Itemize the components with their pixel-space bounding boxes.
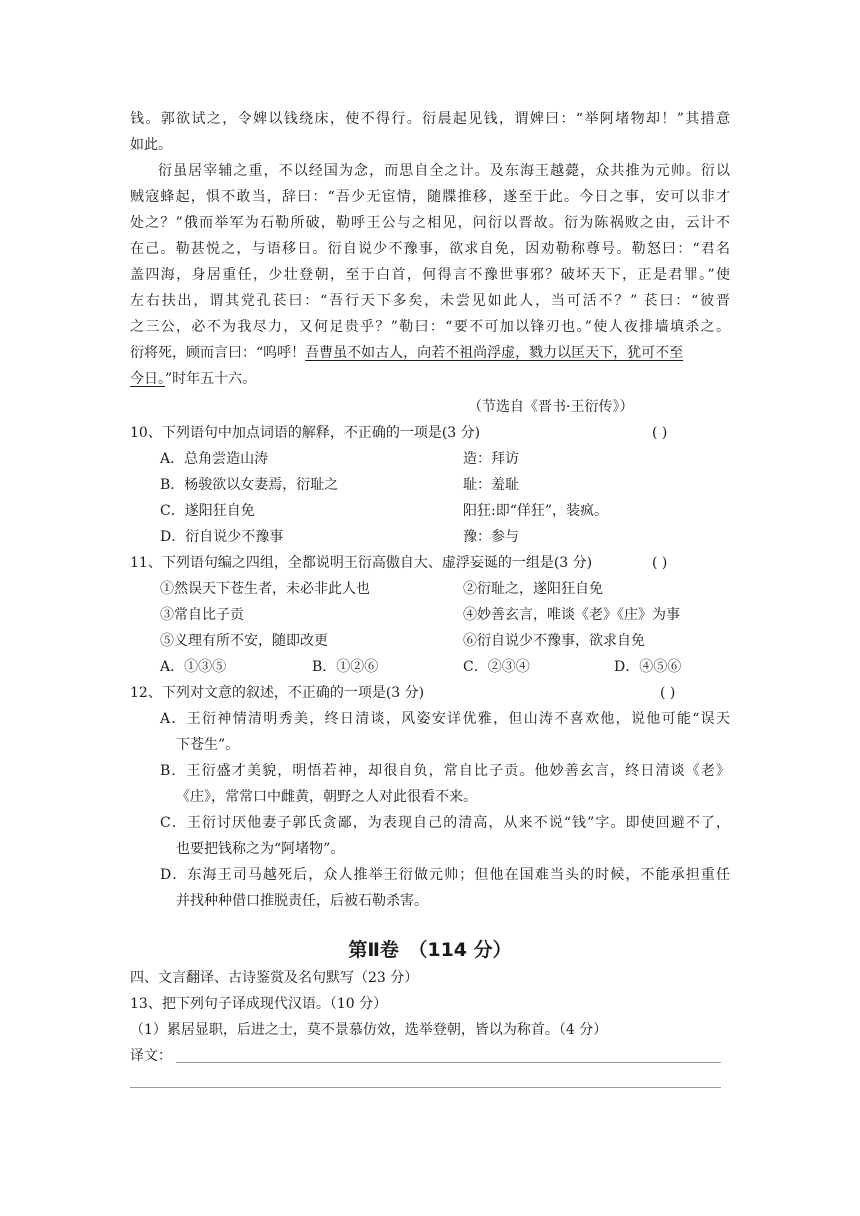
answer-label: 译文：: [130, 1048, 172, 1064]
q10-option-b-gloss: 耻：羞耻: [463, 477, 519, 493]
passage-text: 衍将死，顾而言曰：“呜呼！: [130, 345, 306, 361]
q10-option-c: C．遂阳狂自免: [160, 503, 255, 519]
q11-choice-c: C．②③④: [463, 659, 530, 675]
question-10-stem: 10、下列语句中加点词语的解释，不正确的一项是(3 分): [130, 425, 481, 441]
q11-item: ④妙善玄言，唯谈《老》《庄》为事: [463, 607, 680, 623]
q11-item: ③常自比子贡: [160, 607, 244, 623]
q12-option-b-cont: 《庄》，常常口中雌黄，朝野之人对此很看不来。: [176, 789, 477, 805]
answer-bracket[interactable]: ( ): [652, 555, 668, 571]
q12-option-b: B．王衍盛才美貌，明悟若神，却很自负，常自比子贡。他妙善玄言，终日清谈《老》: [160, 763, 730, 779]
passage-line: 钱。郭欲试之，令婢以钱绕床，使不得行。衍晨起见钱，谓婢曰：“举阿堵物却！”其措意: [130, 111, 730, 127]
question-13-stem: 13、把下列句子译成现代汉语。（10 分）: [130, 996, 388, 1012]
passage-line: 在己。勒甚悦之，与语移日。衍自说少不豫事，欲求自免，因劝勒称尊号。勒怒曰：“君名: [130, 241, 730, 257]
passage-line: 如此。: [130, 137, 172, 153]
q12-option-a-cont: 下苍生”。: [176, 737, 240, 753]
answer-bracket[interactable]: ( ): [660, 685, 676, 701]
q11-choice-b: B．①②⑥: [312, 659, 379, 675]
question-11-stem: 11、下列语句编之四组，全都说明王衍高傲自大、虚浮妄诞的一组是(3 分): [130, 555, 593, 571]
q12-option-d: D．东海王司马越死后，众人推举王衍做元帅；但他在国难当头的时候，不能承担重任: [160, 867, 730, 883]
question-13-1: （1）累居显职，后进之士，莫不景慕仿效，选举登朝，皆以为称首。（4 分）: [130, 1022, 608, 1038]
q11-choice-a: A．①③⑤: [160, 659, 227, 675]
part-2-title: 第Ⅱ卷 （114 分）: [348, 939, 512, 961]
passage-line: 左右扶出，谓其党孔苌曰：“吾行天下多矣，未尝见如此人，当可活不？” 苌曰：“彼晋: [130, 293, 730, 309]
q10-option-d: D．衍自说少不豫事: [160, 529, 284, 545]
q11-item: ⑥衍自说少不豫事，欲求自免: [463, 633, 645, 649]
passage-line: [130, 343, 683, 363]
underlined-sentence: 吾曹虽不如古人，向若不祖尚浮虚，戮力以匡天下，犹可不至: [305, 345, 684, 361]
passage-text: ”时年五十六。: [165, 371, 257, 387]
question-12-stem: 12、下列对文意的叙述，不正确的一项是(3 分): [130, 685, 425, 701]
q11-item: ①然误天下苍生者，未必非此人也: [160, 581, 370, 597]
q11-item: ②衍耻之，遂阳狂自免: [463, 581, 603, 597]
passage-line: 盖四海，身居重任，少壮登朝，至于白首，何得言不豫世事邪？破坏天下，正是君罪。”使: [130, 267, 730, 283]
q12-option-c-cont: 也要把钱称之为“阿堵物”。: [176, 841, 345, 857]
answer-line[interactable]: [130, 1087, 721, 1088]
passage-line: 衍虽居宰辅之重，不以经国为念，而思自全之计。及东海王越薨，众共推为元帅。衍以: [158, 163, 730, 179]
passage-line: [130, 369, 256, 389]
passage-line: 贼寇蜂起，惧不敢当，辞曰：“吾少无宦情，随牒推移，遂至于此。今日之事，安可以非才: [130, 189, 730, 205]
q12-option-d-cont: 并找种种借口推脱责任，后被石勒杀害。: [176, 893, 428, 909]
q12-option-c: C．王衍讨厌他妻子郭氏贪鄙，为表现自己的清高，从来不说“钱”字。即使回避不了，: [160, 815, 730, 831]
answer-line[interactable]: [176, 1062, 721, 1063]
passage-source: （节选自《晋书·王衍传》）: [468, 399, 634, 415]
q11-item: ⑤义理有所不安，随即改更: [160, 633, 328, 649]
section-4-heading: 四、文言翻译、古诗鉴赏及名句默写（23 分）: [130, 970, 419, 986]
passage-line: 处之？”俄而举军为石勒所破，勒呼王公与之相见，问衍以晋故。衍为陈祸败之由，云计不: [130, 215, 730, 231]
passage-line: 之三公，必不为我尽力，又何足贵乎？”勒曰：“要不可加以锋刃也。”使人夜排墙填杀之。: [130, 319, 730, 335]
q11-choice-d: D．④⑤⑥: [614, 659, 682, 675]
q10-option-b: B．杨骏欲以女妻焉，衍耻之: [160, 477, 339, 493]
q10-option-c-gloss: 阳狂:即“佯狂”，装疯。: [463, 503, 609, 519]
underlined-sentence: 今日。: [130, 371, 165, 387]
q10-option-a: A．总角尝造山涛: [160, 451, 269, 467]
q10-option-d-gloss: 豫：参与: [463, 529, 519, 545]
answer-bracket[interactable]: ( ): [652, 425, 668, 441]
q10-option-a-gloss: 造：拜访: [463, 451, 519, 467]
q12-option-a: A．王衍神情清明秀美，终日清谈，风姿安详优雅，但山涛不喜欢他，说他可能“误天: [160, 711, 730, 727]
